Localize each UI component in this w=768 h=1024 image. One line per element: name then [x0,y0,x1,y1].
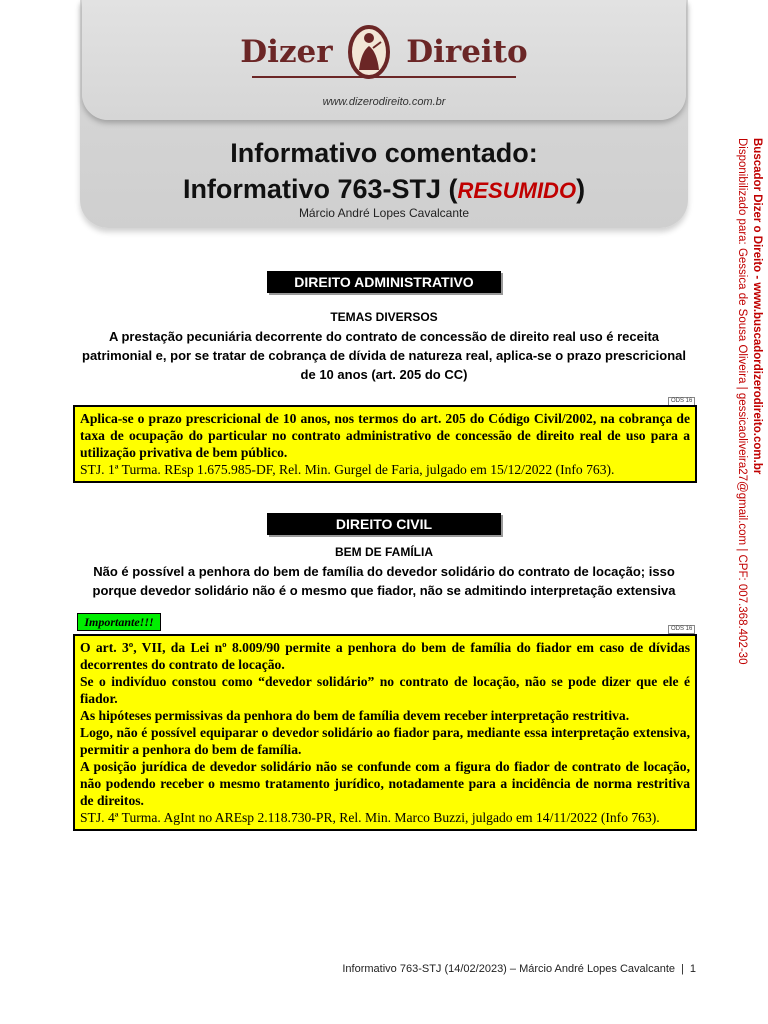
thesis-paragraph: Aplica-se o prazo prescricional de 10 anos, nos termos do art. 205 do Código Civil/2002, na cobrança de taxa de ocupação do particular no contrato administrativo de concessão de direito real de uso para a utilização privativa de bem público. [80,411,690,460]
footer-text: Informativo 763-STJ (14/02/2023) – Márcio André Lopes Cavalcante [342,963,676,975]
logo [0,24,768,80]
document-title: Informativo comentado: [230,138,538,168]
site-url: www.dizerodireito.com.br [322,96,446,108]
side-note-line2: Disponibilizado para: Gessica de Sousa Oliveira | gessicaoliveira27@gmail.com | CPF: 007.368.402-30 [736,138,748,665]
side-note-disponibilizado [728,138,748,698]
logo-emblem-icon [347,24,391,80]
thesis-paragraph: Logo, não é possível equiparar o devedor solidário ao fiador para, mediante essa interpretação extensiva, permitir a penhora do bem de família. [80,725,690,757]
author: Márcio André Lopes Cavalcante [298,206,470,220]
topic-title: BEM DE FAMÍLIA [335,545,433,559]
citation: STJ. 1ª Turma. REsp 1.675.985-DF, Rel. Min. Gurgel de Faria, julgado em 15/12/2022 (Info 763). [80,462,615,477]
citation: STJ. 4ª Turma. AgInt no AREsp 2.118.730-PR, Rel. Min. Marco Buzzi, julgado em 14/11/2022 (Info 763). [80,810,660,825]
subtitle-highlight: RESUMIDO [457,178,577,203]
topic-title: TEMAS DIVERSOS [330,310,438,324]
ods-badge: ODS 16 [668,397,695,406]
page-number: 1 [689,963,696,975]
section-heading-civil: DIREITO CIVIL [267,513,501,535]
subtitle-suffix: ) [576,174,586,204]
logo-text-left: Dizer [240,34,333,70]
footer-separator: | [681,963,684,975]
document-subtitle [0,174,768,205]
side-note-line1: Buscador Dizer o Direito - www.buscadordizerodireito.com.br [751,138,763,475]
subtitle-prefix: Informativo 763-STJ ( [182,174,458,204]
summary-text: Não é possível a penhora do bem de família do devedor solidário do contrato de locação; isso porque devedor solidário não é o mesmo que fiador, não se admitindo interpretação extensiva [92,564,676,598]
logo-underline [252,76,516,78]
ods-badge: ODS 16 [668,625,695,634]
thesis-paragraph: O art. 3º, VII, da Lei nº 8.009/90 permite a penhora do bem de família do fiador em caso de dívidas decorrentes do contrato de locação. [80,640,690,672]
section-heading-administrativo: DIREITO ADMINISTRATIVO [267,271,501,293]
summary-text: A prestação pecuniária decorrente do contrato de concessão de direito real uso é receita patrimonial e, por se tratar de cobrança de dívida de natureza real, aplica-se o prazo prescricional de 10 anos (art. 205 do CC) [82,329,686,382]
thesis-paragraph: A posição jurídica de devedor solidário não se confunde com a figura do fiador de contrato de locação, não podendo receber o mesmo tratamento jurídico, notadamente para a incidência de norma restritiva de direitos. [80,759,690,808]
logo-text-right: Direito [406,34,528,70]
thesis-paragraph: As hipóteses permissivas da penhora do bem de família devem receber interpretação restritiva. [80,708,630,723]
thesis-box [73,634,697,831]
important-badge: Importante!!! [77,613,161,631]
thesis-box [73,405,697,483]
page-footer [342,963,696,975]
thesis-paragraph: Se o indivíduo constou como “devedor solidário” no contrato de locação, não se pode dizer que ele é fiador. [80,674,690,706]
